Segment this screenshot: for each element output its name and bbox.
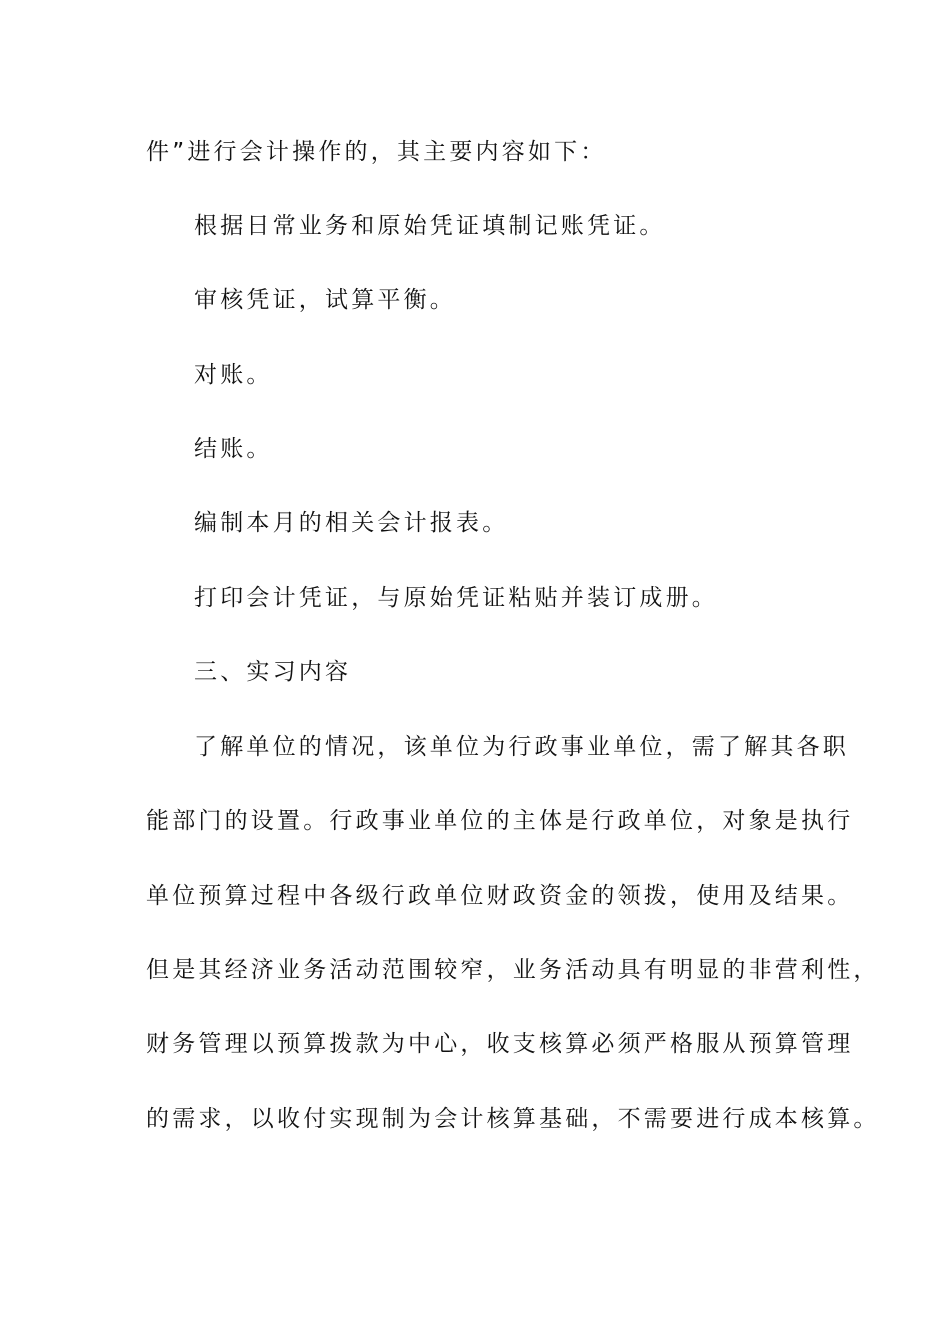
list-item-print-vouchers: 打印会计凭证，与原始凭证粘贴并装订成册。 [194, 585, 718, 611]
list-item-close-accounts: 结账。 [194, 436, 273, 462]
paragraph-line: 的需求，以收付实现制为会计核算基础，不需要进行成本核算。 [146, 1106, 880, 1132]
paragraph-line: 单位预算过程中各级行政单位财政资金的领拨，使用及结果。 [146, 883, 854, 909]
paragraph-line: 件”进行会计操作的，其主要内容如下： [146, 139, 607, 165]
paragraph-line: 但是其经济业务活动范围较窄，业务活动具有明显的非营利性， [146, 957, 880, 983]
section-heading: 三、实习内容 [194, 659, 352, 685]
paragraph-line: 了解单位的情况，该单位为行政事业单位，需了解其各职 [194, 734, 849, 760]
list-item-review-vouchers: 审核凭证，试算平衡。 [194, 287, 456, 313]
paragraph-line: 能部门的设置。行政事业单位的主体是行政单位，对象是执行 [146, 808, 854, 834]
list-item-reconcile: 对账。 [194, 362, 273, 388]
paragraph-line: 财务管理以预算拨款为中心，收支核算必须严格服从预算管理 [146, 1031, 854, 1057]
list-item-fill-vouchers: 根据日常业务和原始凭证填制记账凭证。 [194, 213, 666, 239]
list-item-prepare-reports: 编制本月的相关会计报表。 [194, 510, 509, 536]
